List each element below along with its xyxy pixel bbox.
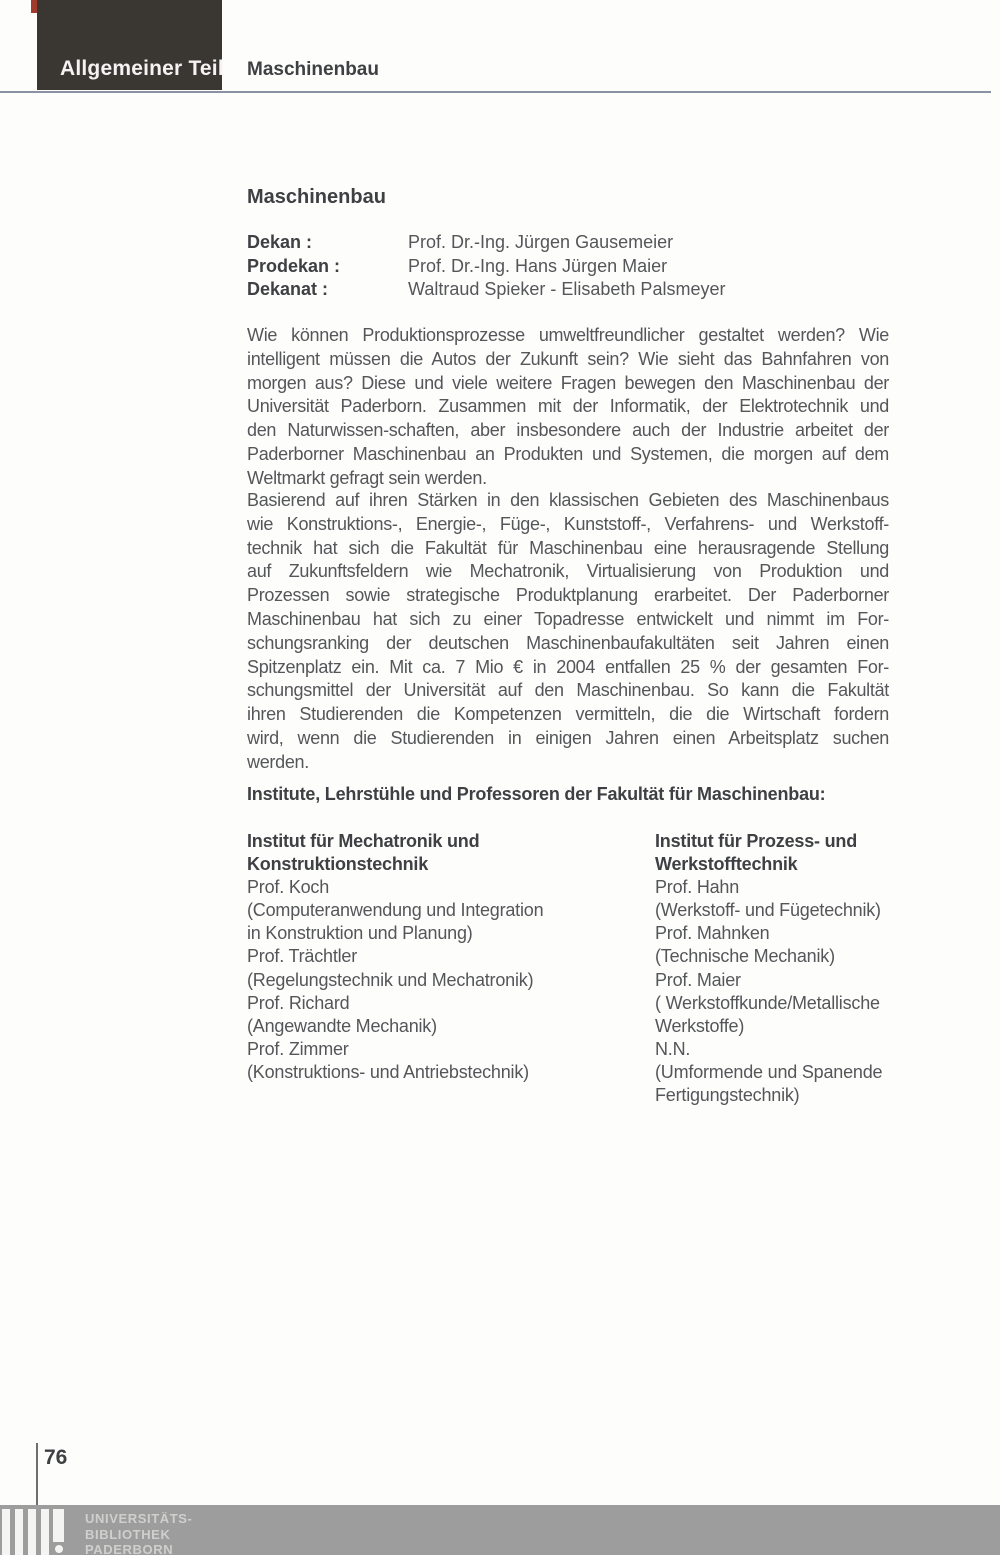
institute-entry-line: (Konstruktions- und Antriebstechnik) (247, 1061, 529, 1082)
library-name-line: PADERBORN (85, 1542, 174, 1555)
official-row (247, 231, 889, 255)
institute-column-left (247, 830, 647, 1084)
header-chapter-label: Maschinenbau (247, 59, 379, 80)
library-name-line: BIBLIOTHEK (85, 1526, 171, 1542)
paragraph-2 (247, 489, 889, 775)
official-role-label: Dekanat : (247, 279, 329, 299)
institute-title-line: Institut für Mechatronik und (247, 831, 480, 851)
library-logo-bar (2, 1509, 10, 1555)
paragraph-line: wie Konstruktions-, Energie-, Füge-, Kunststoff-, Verfahrens- und Werkstoff- (247, 513, 889, 534)
paragraph-line: Basierend auf ihren Stärken in den klassischen Gebieten des Maschinenbaus (247, 490, 889, 510)
institute-entry-line: Prof. Koch (247, 877, 330, 898)
institute-entry-line: (Umformende und Spanende (655, 1061, 883, 1082)
paragraph-line: auf Zukunftsfeldern wie Mechatronik, Virtualisierung von Produktion und (247, 561, 889, 582)
header-divider-line (0, 91, 991, 93)
paragraph-line: werden. (247, 751, 309, 772)
institute-entry-line: Werkstoffe) (655, 1015, 745, 1036)
paragraph-line: Weltmarkt gefragt sein werden. (247, 467, 487, 488)
official-role-label: Dekan : (247, 232, 313, 252)
official-row (247, 255, 889, 279)
institute-entry-line: Prof. Hahn (655, 877, 740, 898)
institute-title-left (247, 830, 647, 876)
officials-list (247, 231, 889, 302)
institute-entry-line: (Technische Mechanik) (655, 946, 835, 967)
institute-title-line: Werkstofftechnik (655, 854, 798, 875)
institute-entry-line: Prof. Maier (655, 969, 741, 990)
paragraph-1 (247, 324, 889, 491)
institute-entry-line: Prof. Mahnken (655, 923, 770, 944)
paragraph-line: ihren Studierenden die Kompetenzen vermitteln, die die Wirtschaft fordern (247, 704, 889, 725)
institute-entry-line: Prof. Trächtler (247, 946, 358, 967)
paragraph-line: morgen aus? Diese und viele weitere Fragen bewegen den Maschinenbau der (247, 372, 889, 393)
page-title: Maschinenbau (247, 186, 386, 208)
library-logo-dot (55, 1545, 63, 1553)
paragraph-line: schungsmittel der Universität auf den Maschinenbau. So kann die Fakultät (247, 680, 889, 701)
official-role-label: Prodekan : (247, 255, 341, 276)
institute-entry-line: (Werkstoff- und Fügetechnik) (655, 900, 881, 921)
institute-entry-line: Prof. Zimmer (247, 1038, 349, 1059)
section-tab-label: Allgemeiner Teil (60, 57, 224, 80)
library-logo-bar (53, 1509, 64, 1542)
section-tab-box (37, 0, 222, 90)
page-number: 76 (44, 1446, 68, 1469)
institute-entry-line: in Konstruktion und Planung) (247, 923, 473, 944)
paragraph-line: Wie können Produktionsprozesse umweltfreundlicher gestaltet werden? Wie (247, 325, 889, 345)
library-name-line: UNIVERSITÄTS- (85, 1511, 193, 1526)
paragraph-line: schungsranking der deutschen Maschinenbaufakultäten seit Jahren einen (247, 632, 889, 653)
library-name (85, 1511, 192, 1555)
institute-entry-line: N.N. (655, 1038, 691, 1059)
paragraph-line: den Naturwissen-schaften, aber insbesondere auch der Industrie arbeitet der (247, 420, 889, 441)
paragraph-line: intelligent müssen die Autos der Zukunft sein? Wie sieht das Bahnfahren von (247, 348, 889, 369)
institute-entries-right (655, 876, 985, 1107)
institute-entry-line: (Regelungstechnik und Mechatronik) (247, 969, 534, 990)
paragraph-line: Maschinenbau hat sich zu einer Topadresse entwickelt und nimmt im For- (247, 608, 889, 629)
paragraph-line: Paderborner Maschinenbau an Produkten und Systemen, die morgen auf dem (247, 443, 889, 464)
official-name-value: Waltraud Spieker - Elisabeth Palsmeyer (408, 279, 726, 299)
paragraph-line: wird, wenn die Studierenden in einigen Jahren einen Arbeitsplatz suchen (247, 727, 889, 748)
library-logo-bar (15, 1509, 23, 1555)
official-row (247, 278, 889, 302)
institute-entries-left (247, 876, 647, 1084)
page-margin-line (36, 1443, 38, 1505)
institute-entry-line: Fertigungstechnik) (655, 1085, 800, 1106)
library-footer-band (0, 1505, 1000, 1555)
institute-entry-line: (Computeranwendung und Integration (247, 900, 544, 921)
institute-entry-line: Prof. Richard (247, 992, 350, 1013)
paragraph-line: technik hat sich die Fakultät für Maschinenbau eine herausragende Stellung (247, 537, 889, 558)
institute-title-line: Konstruktionstechnik (247, 854, 429, 875)
institute-column-right (655, 830, 985, 1107)
institute-title-line: Institut für Prozess- und (655, 831, 858, 851)
library-logo-bar (28, 1509, 36, 1555)
paragraph-line: Universität Paderborn. Zusammen mit der Informatik, der Elektrotechnik und (247, 396, 889, 417)
library-logo-bar (41, 1509, 49, 1555)
official-name-value: Prof. Dr.-Ing. Jürgen Gausemeier (408, 232, 674, 252)
institutes-heading: Institute, Lehrstühle und Professoren der Fakultät für Maschinenbau: (247, 784, 826, 804)
institute-entry-line: (Angewandte Mechanik) (247, 1015, 437, 1036)
paragraph-line: Spitzenplatz ein. Mit ca. 7 Mio € in 2004 entfallen 25 % der gesamten For- (247, 656, 889, 677)
official-name-value: Prof. Dr.-Ing. Hans Jürgen Maier (408, 255, 668, 276)
institute-entry-line: ( Werkstoffkunde/Metallische (655, 992, 880, 1013)
paragraph-line: Prozessen sowie strategische Produktplanung erarbeitet. Der Paderborner (247, 585, 889, 606)
institute-title-right (655, 830, 985, 876)
